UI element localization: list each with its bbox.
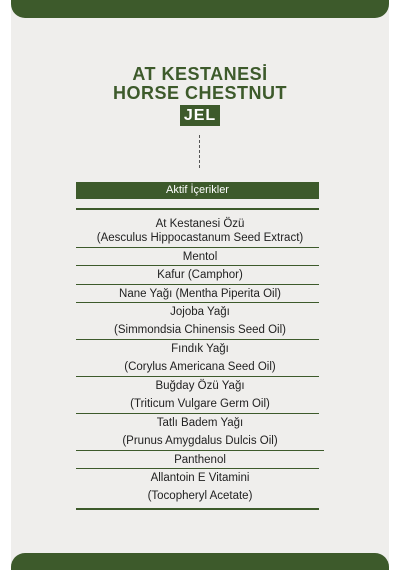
ingredient-line: (Simmondsia Chinensis Seed Oil) <box>114 324 286 336</box>
ingredients-top-rule <box>76 208 319 210</box>
ingredient-line: Fındık Yağı <box>171 343 229 355</box>
ingredient-line: (Aesculus Hippocastanum Seed Extract) <box>96 232 304 244</box>
ingredient-line: Buğday Özü Yağı <box>155 380 245 392</box>
row-divider <box>76 468 319 469</box>
ingredient-line: Panthenol <box>174 454 226 466</box>
ingredient-line: At Kestanesi Özü <box>155 218 245 230</box>
row-divider <box>76 265 319 266</box>
ingredient-line: Allantoin E Vitamini <box>150 472 250 484</box>
ingredient-line: (Corylus Americana Seed Oil) <box>124 361 276 373</box>
row-divider <box>76 247 319 248</box>
ingredient-line: (Triticum Vulgare Germ Oil) <box>130 398 270 410</box>
row-divider <box>76 376 319 377</box>
row-divider <box>76 284 319 285</box>
ingredient-line: Tatlı Badem Yağı <box>156 417 244 429</box>
row-divider <box>76 302 319 303</box>
ingredients-header: Aktif İçerikler <box>76 182 319 199</box>
ingredient-line: Jojoba Yağı <box>170 306 230 318</box>
row-divider <box>76 450 324 451</box>
row-divider <box>76 413 319 414</box>
row-divider <box>76 339 319 340</box>
ingredient-line: Nane Yağı (Mentha Piperita Oil) <box>119 288 281 300</box>
bottom-band <box>11 553 389 570</box>
product-title-tr: AT KESTANESİ <box>132 64 268 84</box>
ingredient-line: Kafur (Camphor) <box>157 269 243 281</box>
product-title-en: HORSE CHESTNUT <box>112 83 287 103</box>
ingredient-line: Mentol <box>182 251 218 263</box>
ingredients-bottom-rule <box>76 508 319 510</box>
ingredient-line: (Prunus Amygdalus Dulcis Oil) <box>122 435 278 447</box>
top-band <box>11 0 389 18</box>
dashed-divider <box>199 135 200 168</box>
product-type-badge: JEL <box>180 105 220 126</box>
ingredient-line: (Tocopheryl Acetate) <box>147 490 253 502</box>
